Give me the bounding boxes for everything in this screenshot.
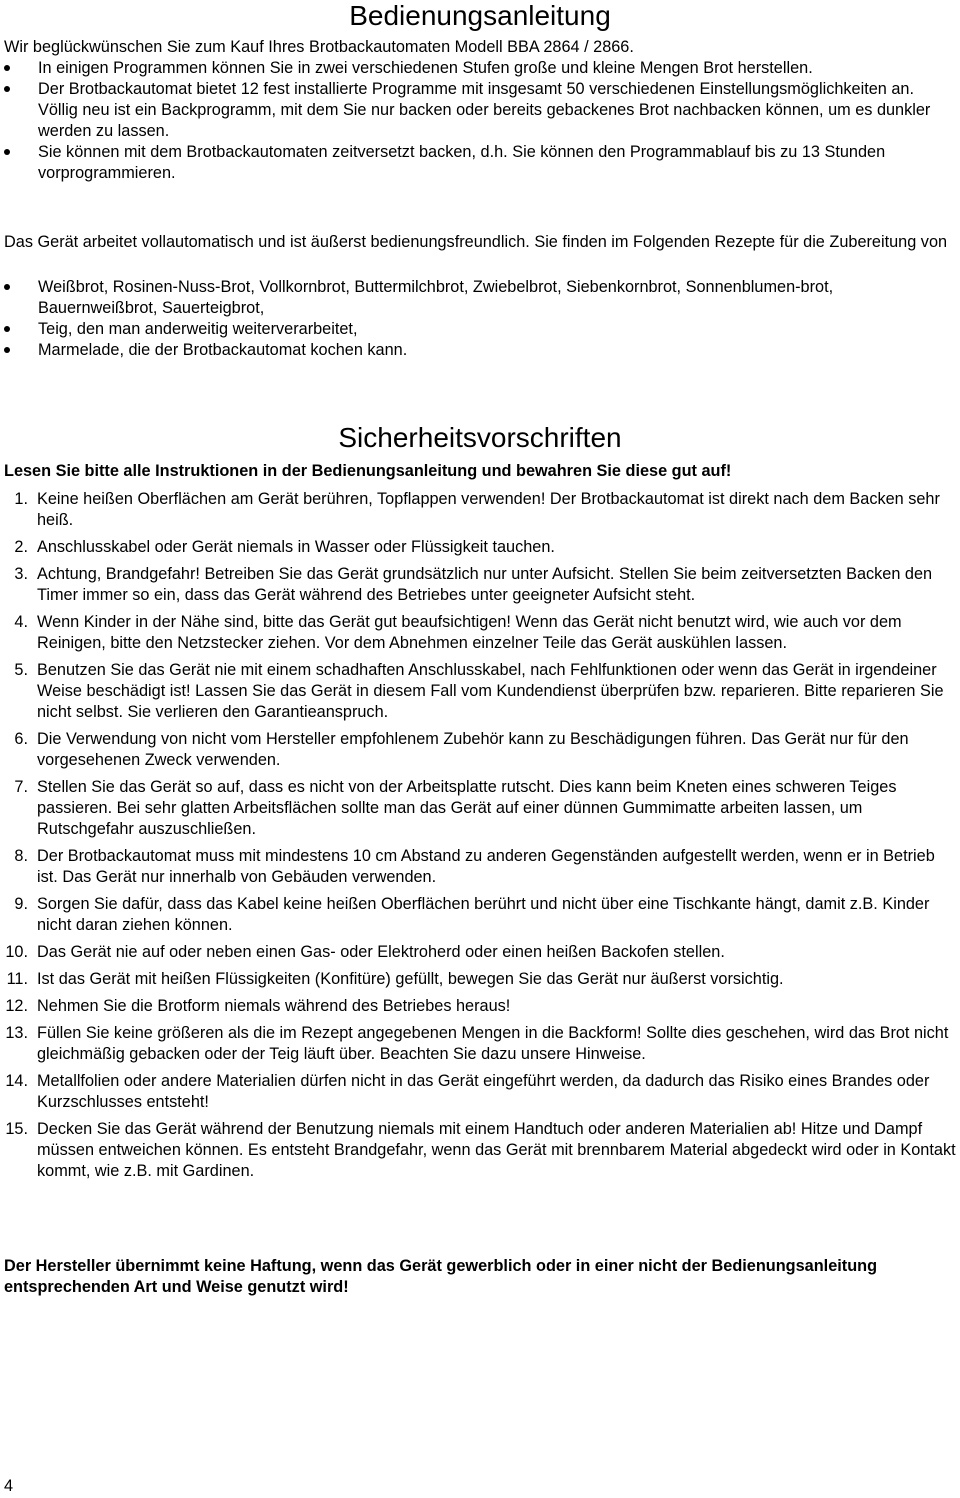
rule-item [4, 660, 958, 723]
rule-text: Anschlusskabel oder Gerät niemals in Wasser oder Flüssigkeit tauchen. [37, 538, 555, 556]
safety-title: Sicherheitsvorschriften [338, 422, 622, 453]
rule-text: Keine heißen Oberflächen am Gerät berühren, Topflappen verwenden! Der Brotbackautomat ist direkt nach dem Backen sehr heiß. [37, 490, 940, 529]
rule-text: Stellen Sie das Gerät so auf, dass es nicht von der Arbeitsplatte rutscht. Dies kann beim Kneten eines schweren Teiges passieren. Bei sehr glatten Arbeitsflächen sollte man das Gerät auf einer dünnen Gummimatte arbeiten lassen, um Rutschgefahr auszuschließen. [37, 778, 897, 838]
rule-item [4, 1071, 958, 1113]
intro-paragraph: Wir beglückwünschen Sie zum Kauf Ihres Brotbackautomaten Modell BBA 2864 / 2866. [4, 38, 634, 56]
rule-text: Wenn Kinder in der Nähe sind, bitte das Gerät gut beaufsichtigen! Wenn das Gerät nicht benutzt wird, wie auch vor dem Reinigen, bitte den Netzstecker ziehen. Vor dem Abnehmen einzelner Teile das Gerät auskühlen lassen. [37, 613, 902, 652]
rule-item [4, 969, 958, 990]
rule-item [4, 942, 958, 963]
rule-text: Ist das Gerät mit heißen Flüssigkeiten (Konfitüre) gefüllt, bewegen Sie das Gerät nur äußerst vorsichtig. [37, 970, 784, 988]
rule-text: Füllen Sie keine größeren als die im Rezept angegebenen Mengen in die Backform! Sollte dies geschehen, wird das Brot nicht gleichmäßig gebacken oder der Teig läuft über. Beachten Sie dazu unsere Hinweise. [37, 1024, 949, 1063]
recipes-intro-paragraph: Das Gerät arbeitet vollautomatisch und ist äußerst bedienungsfreundlich. Sie finden im Folgenden Rezepte für die Zubereitung von [4, 233, 948, 251]
bullet-icon [4, 149, 10, 155]
rule-number: 8. [14, 847, 28, 865]
rule-number: 4. [14, 613, 28, 631]
rule-item [4, 564, 958, 606]
recipe-list [4, 277, 956, 361]
rule-text: Achtung, Brandgefahr! Betreiben Sie das Gerät grundsätzlich nur unter Aufsicht. Stellen Sie beim zeitversetzten Backen den Timer immer so ein, dass das Gerät während des Betriebes unter geeigneter Aufsicht steht. [37, 565, 933, 604]
rule-item [4, 729, 958, 771]
rule-number: 2. [14, 538, 28, 556]
list-item [4, 142, 956, 184]
safety-rules-list [4, 489, 958, 1188]
list-item-text: Weißbrot, Rosinen-Nuss-Brot, Vollkornbrot, Buttermilchbrot, Zwiebelbrot, Siebenkornbrot, Sonnenblumen-brot, Bauernweißbrot, Sauerteigbrot, [38, 278, 834, 317]
rule-item [4, 894, 958, 936]
rule-text: Decken Sie das Gerät während der Benutzung niemals mit einem Handtuch oder anderen Materialien ab! Hitze und Dampf müssen entweichen können. Es entsteht Brandgefahr, wenn das Gerät mit brennbarem Material abgedeckt wird oder in Kontakt kommt, wie z.B. mit Gardinen. [37, 1120, 956, 1180]
list-item-text: Marmelade, die der Brotbackautomat kochen kann. [38, 341, 408, 359]
page-title: Bedienungsanleitung [349, 0, 611, 31]
safety-warning: Lesen Sie bitte alle Instruktionen in der Bedienungsanleitung und bewahren Sie diese gut auf! [4, 462, 732, 480]
intro-section [4, 37, 956, 184]
rule-number: 1. [14, 490, 28, 508]
rule-number: 10. [5, 943, 28, 961]
list-item-text: Teig, den man anderweitig weiterverarbeitet, [38, 320, 358, 338]
list-item-text: Sie können mit dem Brotbackautomaten zeitversetzt backen, d.h. Sie können den Programmablauf bis zu 13 Stunden vorprogrammieren. [38, 143, 886, 182]
bullet-icon [4, 347, 10, 353]
rule-item [4, 846, 958, 888]
rule-number: 15. [5, 1120, 28, 1138]
rule-text: Sorgen Sie dafür, dass das Kabel keine heißen Oberflächen berührt und nicht über eine Tischkante hängt, damit z.B. Kinder nicht daran ziehen können. [37, 895, 930, 934]
rule-number: 11. [6, 970, 28, 988]
list-item [4, 79, 956, 142]
rule-number: 5. [14, 661, 28, 679]
list-item-text: Der Brotbackautomat bietet 12 fest installierte Programme mit insgesamt 50 verschiedenen Einstellungsmöglichkeiten an. Völlig neu ist ein Backprogramm, mit dem Sie nur backen oder bereits gebackenes Brot nachbacken können, um es dunkler werden zu lassen. [38, 80, 931, 140]
rule-text: Die Verwendung von nicht vom Hersteller empfohlenem Zubehör kann zu Beschädigungen führen. Das Gerät nur für den vorgesehenen Zweck verwenden. [37, 730, 909, 769]
rule-item [4, 537, 958, 558]
rule-text: Metallfolien oder andere Materialien dürfen nicht in das Gerät eingeführt werden, da dadurch das Risiko eines Brandes oder Kurzschlusses entsteht! [37, 1072, 930, 1111]
rule-text: Benutzen Sie das Gerät nie mit einem schadhaften Anschlusskabel, nach Fehlfunktionen oder wenn das Gerät in irgendeiner Weise beschädigt ist! Lassen Sie das Gerät in diesem Fall vom Kundendienst überprüfen bzw. reparieren. Bitte reparieren Sie nicht selbst. Sie verlieren den Garantieanspruch. [37, 661, 944, 721]
list-item-text: In einigen Programmen können Sie in zwei verschiedenen Stufen große und kleine Mengen Brot herstellen. [38, 59, 813, 77]
list-item [4, 277, 956, 319]
rule-number: 12. [5, 997, 28, 1015]
rule-item [4, 612, 958, 654]
rule-number: 6. [14, 730, 28, 748]
list-item [4, 319, 956, 340]
list-item [4, 340, 956, 361]
bullet-icon [4, 86, 10, 92]
feature-list [4, 58, 956, 184]
bullet-icon [4, 326, 10, 332]
rule-item [4, 1119, 958, 1182]
rule-number: 14. [5, 1072, 28, 1090]
disclaimer: Der Hersteller übernimmt keine Haftung, wenn das Gerät gewerblich oder in einer nicht der Bedienungsanleitung entsprechenden Art und Weise genutzt wird! [4, 1257, 878, 1296]
rule-number: 7. [14, 778, 28, 796]
rule-item [4, 489, 958, 531]
rule-text: Das Gerät nie auf oder neben einen Gas- oder Elektroherd oder einen heißen Backofen stellen. [37, 943, 725, 961]
rule-number: 3. [14, 565, 28, 583]
rule-text: Nehmen Sie die Brotform niemals während des Betriebes heraus! [37, 997, 511, 1015]
rule-item [4, 777, 958, 840]
page-number: 4 [4, 1477, 14, 1495]
bullet-icon [4, 284, 10, 290]
rule-number: 13. [5, 1024, 28, 1042]
list-item [4, 58, 956, 79]
rule-text: Der Brotbackautomat muss mit mindestens 10 cm Abstand zu anderen Gegenständen aufgestellt werden, wenn er in Betrieb ist. Das Gerät nur innerhalb von Gebäuden verwenden. [37, 847, 935, 886]
rule-item [4, 1023, 958, 1065]
rule-item [4, 996, 958, 1017]
bullet-icon [4, 65, 10, 71]
rule-number: 9. [14, 895, 28, 913]
